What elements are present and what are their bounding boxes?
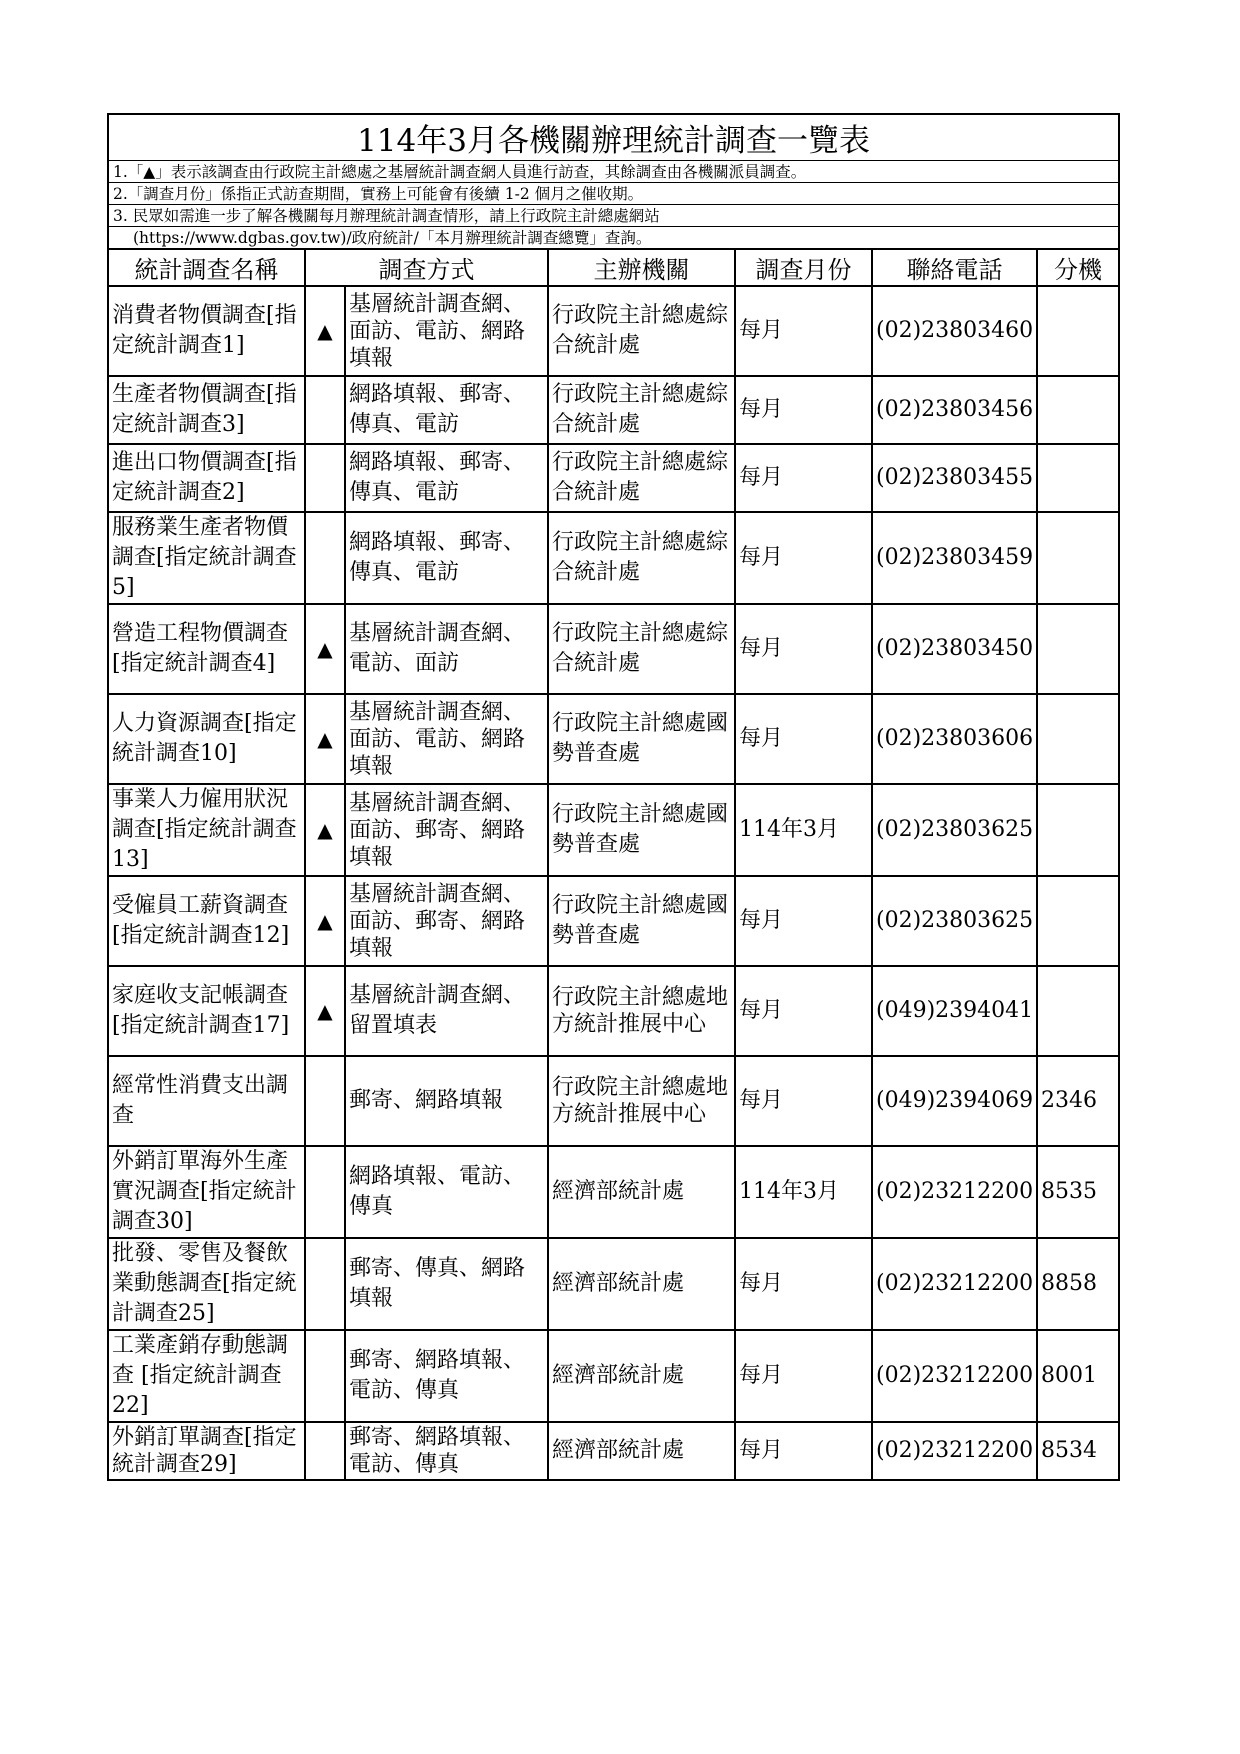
table-row (108, 1146, 1119, 1238)
survey-sheet (107, 113, 1118, 1481)
survey-phone: (049)2394041 (872, 966, 1037, 1056)
survey-table (107, 113, 1120, 1481)
survey-agency: 行政院主計總處地方統計推展中心 (548, 966, 735, 1056)
survey-name: 營造工程物價調查 [指定統計調查4] (108, 604, 305, 694)
table-row (108, 966, 1119, 1056)
survey-method: 網路填報、郵寄、傳真、電訪 (345, 444, 548, 512)
survey-month: 每月 (735, 1056, 872, 1146)
survey-month: 114年3月 (735, 784, 872, 876)
survey-month: 114年3月 (735, 1146, 872, 1238)
table-row (108, 1330, 1119, 1422)
survey-agency: 行政院主計總處國勢普查處 (548, 784, 735, 876)
survey-method: 基層統計調查網、面訪、郵寄、網路填報 (345, 784, 548, 876)
survey-phone: (02)23803606 (872, 694, 1037, 784)
survey-name: 事業人力僱用狀況調查[指定統計調查13] (108, 784, 305, 876)
survey-ext: 8858 (1037, 1238, 1119, 1330)
table-row (108, 1422, 1119, 1480)
survey-agency: 經濟部統計處 (548, 1422, 735, 1480)
survey-agency: 經濟部統計處 (548, 1238, 735, 1330)
survey-phone: (02)23803459 (872, 512, 1037, 604)
survey-ext (1037, 876, 1119, 966)
table-row (108, 286, 1119, 376)
field-survey-mark (305, 1056, 345, 1146)
table-header-row (108, 249, 1119, 286)
survey-agency: 經濟部統計處 (548, 1330, 735, 1422)
survey-agency: 行政院主計總處綜合統計處 (548, 376, 735, 444)
note-4: (https://www.dgbas.gov.tw)/政府統計/「本月辦理統計調查總覽」查詢。 (108, 227, 1119, 250)
header-method: 調查方式 (305, 249, 548, 286)
survey-ext (1037, 376, 1119, 444)
survey-ext (1037, 966, 1119, 1056)
table-row (108, 1238, 1119, 1330)
survey-method: 網路填報、電訪、傳真 (345, 1146, 548, 1238)
survey-ext: 8534 (1037, 1422, 1119, 1480)
survey-ext (1037, 784, 1119, 876)
survey-method: 基層統計調查網、面訪、電訪、網路填報 (345, 694, 548, 784)
survey-month: 每月 (735, 1422, 872, 1480)
field-survey-mark: ▲ (305, 604, 345, 694)
field-survey-mark (305, 444, 345, 512)
survey-agency: 行政院主計總處綜合統計處 (548, 444, 735, 512)
table-row (108, 512, 1119, 604)
survey-name: 工業產銷存動態調查 [指定統計調查22] (108, 1330, 305, 1422)
header-phone: 聯絡電話 (872, 249, 1037, 286)
survey-method: 網路填報、郵寄、傳真、電訪 (345, 376, 548, 444)
field-survey-mark: ▲ (305, 286, 345, 376)
field-survey-mark: ▲ (305, 694, 345, 784)
table-row (108, 876, 1119, 966)
survey-method: 基層統計調查網、面訪、電訪、網路填報 (345, 286, 548, 376)
survey-method: 郵寄、網路填報 (345, 1056, 548, 1146)
survey-name: 經常性消費支出調查 (108, 1056, 305, 1146)
survey-ext: 2346 (1037, 1056, 1119, 1146)
survey-method: 郵寄、傳真、網路填報 (345, 1238, 548, 1330)
table-row (108, 784, 1119, 876)
survey-phone: (02)23803625 (872, 784, 1037, 876)
survey-name: 外銷訂單海外生產實況調查[指定統計調查30] (108, 1146, 305, 1238)
survey-method: 郵寄、網路填報、電訪、傳真 (345, 1422, 548, 1480)
survey-name: 外銷訂單調查[指定統計調查29] (108, 1422, 305, 1480)
survey-agency: 行政院主計總處綜合統計處 (548, 286, 735, 376)
survey-month: 每月 (735, 1330, 872, 1422)
survey-month: 每月 (735, 376, 872, 444)
survey-phone: (02)23803450 (872, 604, 1037, 694)
field-survey-mark (305, 512, 345, 604)
survey-phone: (02)23803455 (872, 444, 1037, 512)
survey-name: 服務業生產者物價調查[指定統計調查5] (108, 512, 305, 604)
note-3: 3. 民眾如需進一步了解各機關每月辦理統計調查情形，請上行政院主計總處網站 (108, 205, 1119, 227)
survey-name: 批發、零售及餐飲業動態調查[指定統計調查25] (108, 1238, 305, 1330)
survey-month: 每月 (735, 604, 872, 694)
survey-month: 每月 (735, 1238, 872, 1330)
note-1: 1.「▲」表示該調查由行政院主計總處之基層統計調查網人員進行訪查，其餘調查由各機關派員調查。 (108, 161, 1119, 183)
survey-phone: (02)23212200 (872, 1330, 1037, 1422)
survey-phone: (02)23212200 (872, 1422, 1037, 1480)
survey-agency: 行政院主計總處綜合統計處 (548, 604, 735, 694)
survey-method: 基層統計調查網、留置填表 (345, 966, 548, 1056)
survey-ext (1037, 286, 1119, 376)
field-survey-mark: ▲ (305, 784, 345, 876)
survey-ext: 8001 (1037, 1330, 1119, 1422)
table-row (108, 444, 1119, 512)
survey-phone: (02)23803625 (872, 876, 1037, 966)
survey-agency: 行政院主計總處國勢普查處 (548, 876, 735, 966)
field-survey-mark (305, 376, 345, 444)
survey-month: 每月 (735, 286, 872, 376)
survey-method: 基層統計調查網、面訪、郵寄、網路填報 (345, 876, 548, 966)
survey-phone: (02)23803456 (872, 376, 1037, 444)
survey-name: 生產者物價調查[指定統計調查3] (108, 376, 305, 444)
survey-phone: (02)23803460 (872, 286, 1037, 376)
survey-month: 每月 (735, 966, 872, 1056)
survey-month: 每月 (735, 876, 872, 966)
survey-phone: (02)23212200 (872, 1238, 1037, 1330)
survey-name: 消費者物價調查[指定統計調查1] (108, 286, 305, 376)
survey-method: 基層統計調查網、電訪、面訪 (345, 604, 548, 694)
table-row (108, 1056, 1119, 1146)
survey-month: 每月 (735, 694, 872, 784)
header-month: 調查月份 (735, 249, 872, 286)
survey-name: 受僱員工薪資調查 [指定統計調查12] (108, 876, 305, 966)
survey-name: 進出口物價調查[指定統計調查2] (108, 444, 305, 512)
survey-method: 網路填報、郵寄、傳真、電訪 (345, 512, 548, 604)
field-survey-mark: ▲ (305, 876, 345, 966)
survey-phone: (02)23212200 (872, 1146, 1037, 1238)
header-name: 統計調查名稱 (108, 249, 305, 286)
field-survey-mark (305, 1422, 345, 1480)
survey-month: 每月 (735, 444, 872, 512)
header-agency: 主辦機關 (548, 249, 735, 286)
note-2: 2.「調查月份」係指正式訪查期間，實務上可能會有後續 1-2 個月之催收期。 (108, 183, 1119, 205)
field-survey-mark: ▲ (305, 966, 345, 1056)
survey-name: 人力資源調查[指定統計調查10] (108, 694, 305, 784)
survey-agency: 行政院主計總處國勢普查處 (548, 694, 735, 784)
survey-ext (1037, 604, 1119, 694)
survey-name: 家庭收支記帳調查[指定統計調查17] (108, 966, 305, 1056)
table-row (108, 604, 1119, 694)
table-row (108, 694, 1119, 784)
header-ext: 分機 (1037, 249, 1119, 286)
field-survey-mark (305, 1146, 345, 1238)
survey-ext (1037, 444, 1119, 512)
survey-ext (1037, 512, 1119, 604)
field-survey-mark (305, 1238, 345, 1330)
survey-phone: (049)2394069 (872, 1056, 1037, 1146)
survey-agency: 行政院主計總處地方統計推展中心 (548, 1056, 735, 1146)
survey-agency: 經濟部統計處 (548, 1146, 735, 1238)
page-title: 114年3月各機關辦理統計調查一覽表 (108, 114, 1119, 161)
field-survey-mark (305, 1330, 345, 1422)
survey-ext (1037, 694, 1119, 784)
table-row (108, 376, 1119, 444)
survey-ext: 8535 (1037, 1146, 1119, 1238)
survey-agency: 行政院主計總處綜合統計處 (548, 512, 735, 604)
survey-method: 郵寄、網路填報、電訪、傳真 (345, 1330, 548, 1422)
survey-month: 每月 (735, 512, 872, 604)
